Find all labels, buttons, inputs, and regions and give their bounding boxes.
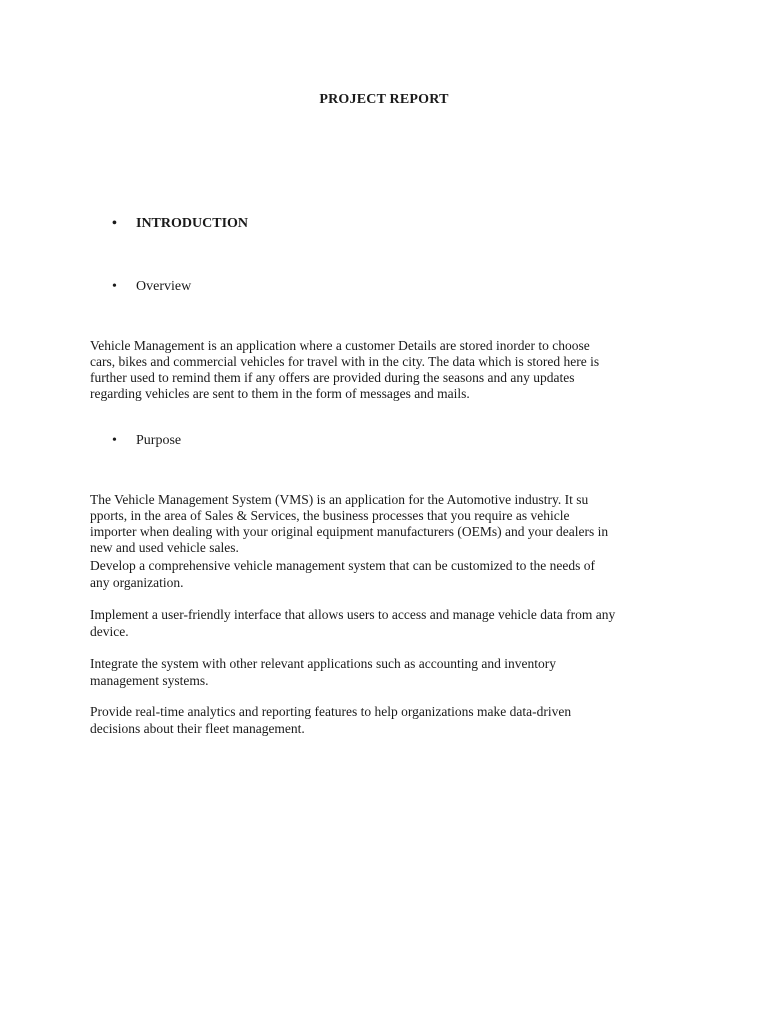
goal-line: any organization. — [90, 575, 184, 590]
goal-paragraph — [90, 557, 690, 591]
heading-overview — [112, 279, 191, 295]
overview-line: regarding vehicles are sent to them in the form of messages and mails. — [90, 386, 470, 401]
purpose-line: importer when dealing with your original equipment manufacturers (OEMs) and your dealers in — [90, 524, 609, 539]
overview-line: cars, bikes and commercial vehicles for travel with in the city. The data which is stored here is — [90, 354, 600, 369]
goal-line: management systems. — [90, 673, 209, 688]
purpose-line: The Vehicle Management System (VMS) is an application for the Automotive industry. It su — [90, 492, 589, 507]
goal-line: device. — [90, 624, 129, 639]
bullet-icon: • — [112, 279, 117, 294]
goal-line: Implement a user-friendly interface that allows users to access and manage vehicle data from any — [90, 607, 616, 622]
overview-line: Vehicle Management is an application where a customer Details are stored inorder to choose — [90, 338, 590, 353]
heading-introduction-label: INTRODUCTION — [136, 216, 249, 231]
purpose-line: pports, in the area of Sales & Services, the business processes that you require as vehicle — [90, 508, 570, 523]
bullet-icon: • — [112, 216, 117, 231]
page-title: PROJECT REPORT — [319, 92, 449, 107]
overview-paragraph — [90, 338, 690, 402]
goal-line: Provide real-time analytics and reporting features to help organizations make data-driven — [90, 704, 572, 719]
goal-line: Integrate the system with other relevant applications such as accounting and inventory — [90, 656, 556, 671]
goal-line: decisions about their fleet management. — [90, 721, 305, 736]
heading-overview-label: Overview — [136, 279, 192, 294]
goal-paragraph — [90, 655, 690, 689]
purpose-paragraph — [90, 492, 690, 556]
goal-paragraph — [90, 703, 690, 737]
bullet-icon: • — [112, 433, 117, 448]
overview-line: further used to remind them if any offers are provided during the seasons and any updates — [90, 370, 575, 385]
heading-purpose — [112, 433, 181, 449]
heading-introduction — [112, 216, 248, 232]
purpose-line: new and used vehicle sales. — [90, 540, 239, 555]
goal-line: Develop a comprehensive vehicle management system that can be customized to the needs of — [90, 558, 595, 573]
heading-purpose-label: Purpose — [136, 433, 182, 448]
goal-paragraph — [90, 606, 690, 640]
